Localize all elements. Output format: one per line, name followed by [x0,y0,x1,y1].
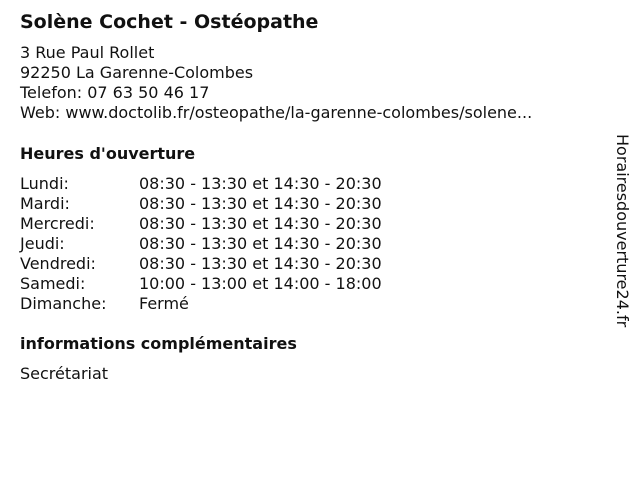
info-text: Secrétariat [20,364,109,383]
day-label: Jeudi: [20,234,65,253]
street-address: 3 Rue Paul Rollet [20,43,155,62]
time-range: Fermé [139,294,189,313]
info-heading: informations complémentaires [20,334,297,353]
day-label: Samedi: [20,274,86,293]
day-label: Dimanche: [20,294,107,313]
address-block [20,43,532,123]
day-label: Vendredi: [20,254,96,273]
time-range: 08:30 - 13:30 et 14:30 - 20:30 [139,234,382,253]
day-label: Mercredi: [20,214,95,233]
watermark [612,134,632,374]
website-link[interactable]: Web: www.doctolib.fr/osteopathe/la-garenne-colombes/solene... [20,103,533,122]
time-range: 08:30 - 13:30 et 14:30 - 20:30 [139,194,382,213]
city-address: 92250 La Garenne-Colombes [20,63,254,82]
watermark-text: Horairesdouverture24.fr [613,134,632,328]
day-label: Mardi: [20,194,70,213]
business-name: Solène Cochet - Ostéopathe [20,11,319,33]
day-label: Lundi: [20,174,69,193]
hours-heading: Heures d'ouverture [20,144,196,163]
time-range: 10:00 - 13:00 et 14:00 - 18:00 [139,274,382,293]
time-range: 08:30 - 13:30 et 14:30 - 20:30 [139,254,382,273]
time-range: 08:30 - 13:30 et 14:30 - 20:30 [139,174,382,193]
time-range: 08:30 - 13:30 et 14:30 - 20:30 [139,214,382,233]
phone-number[interactable]: Telefon: 07 63 50 46 17 [20,83,210,102]
